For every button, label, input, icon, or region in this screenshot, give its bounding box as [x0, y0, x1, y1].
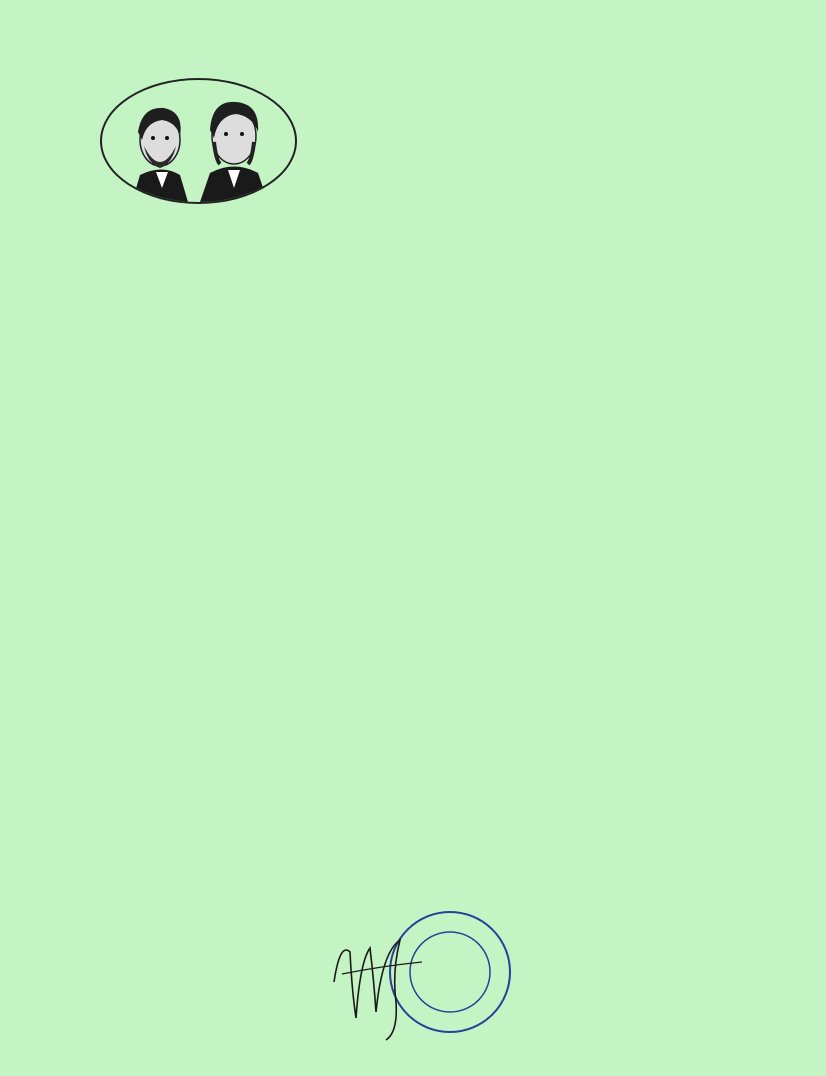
- signature-icon: [322, 922, 432, 1044]
- brothers-portrait-icon: [100, 78, 297, 204]
